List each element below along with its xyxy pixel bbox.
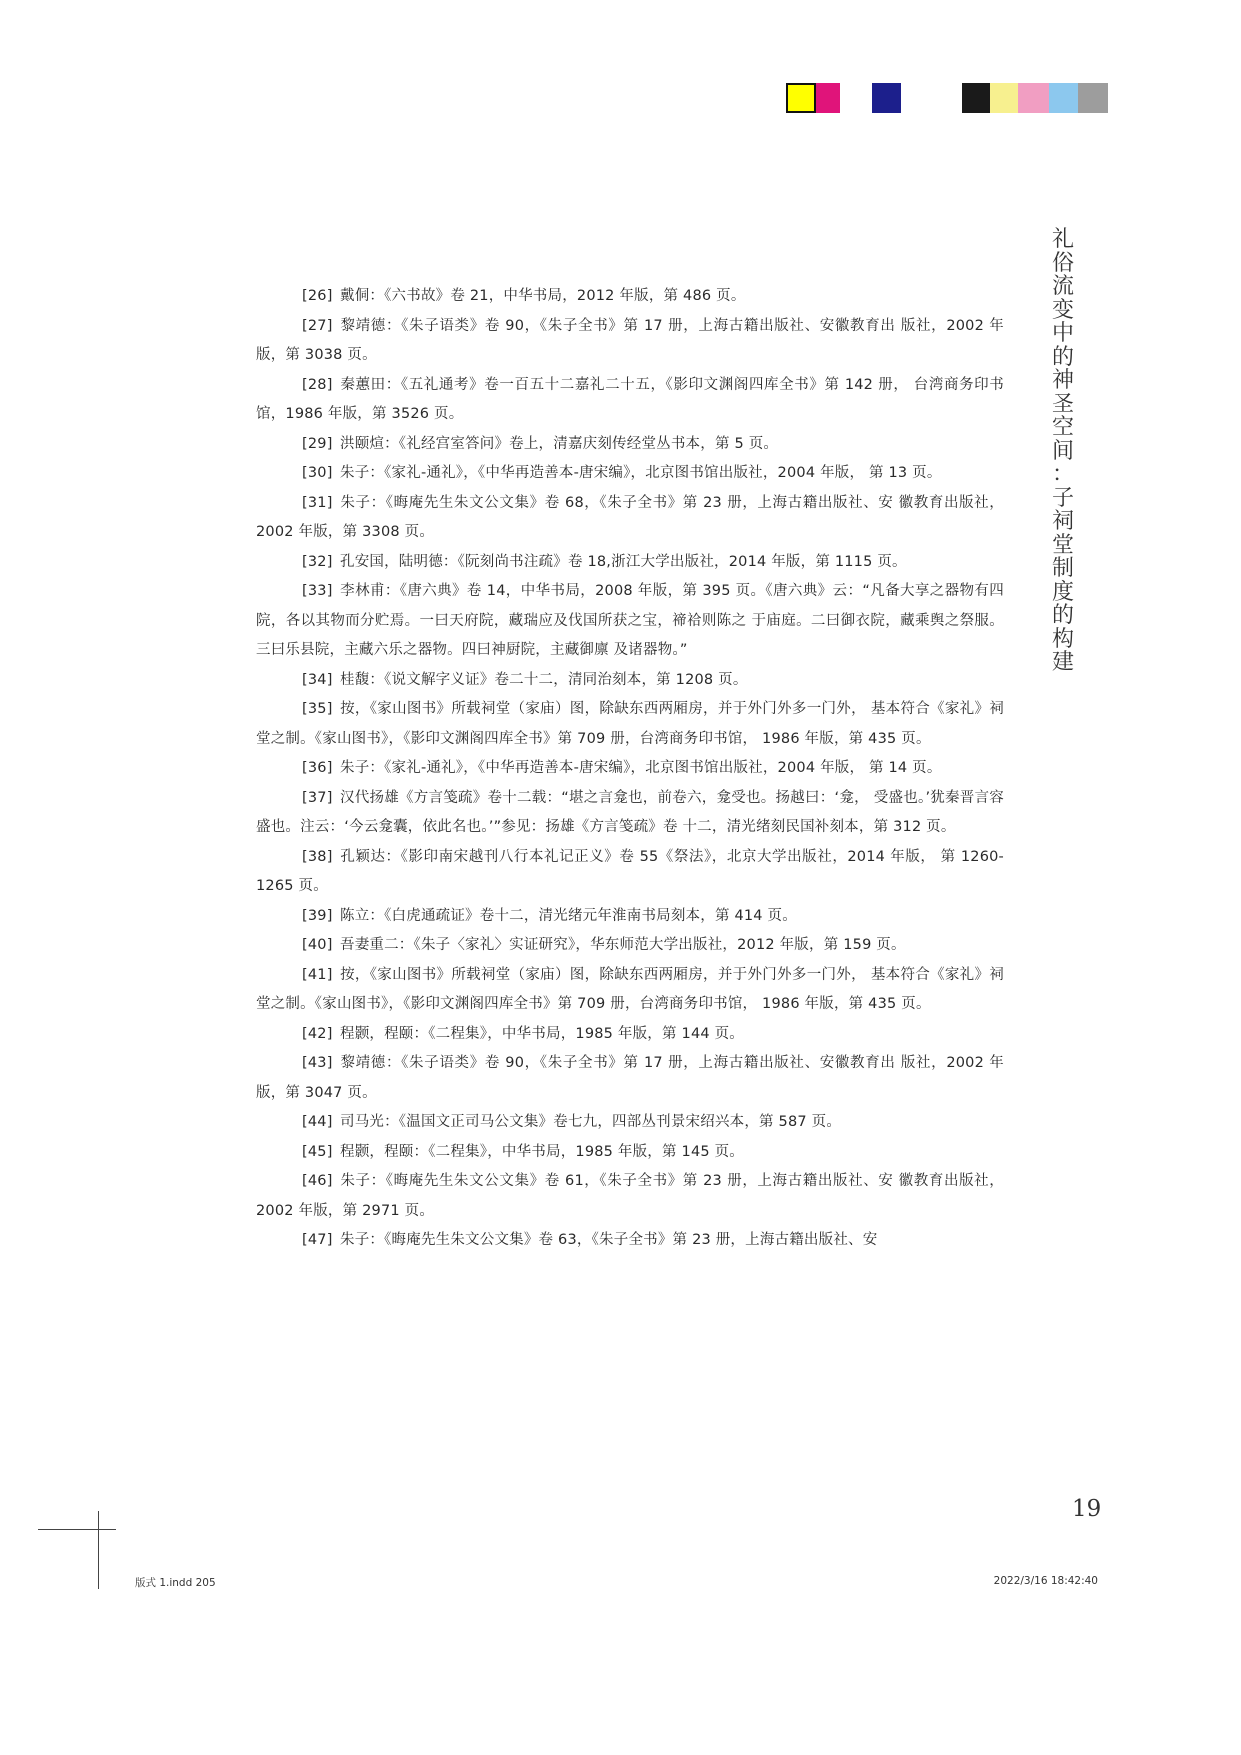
note-text: 朱子：《家礼-通礼》，《中华再造善本-唐宋编》，北京图书馆出版社，2004 年版， 第 14 页。 xyxy=(340,760,942,776)
note-number: [41] xyxy=(302,966,333,983)
notes-list xyxy=(256,282,1004,1256)
note-item xyxy=(256,784,1004,843)
running-title-char: 建 xyxy=(1051,650,1074,675)
note-item xyxy=(256,1020,1004,1050)
running-title-char: 圣 xyxy=(1051,391,1074,417)
note-text: 黎靖德：《朱子语类》卷 90，《朱子全书》第 17 册，上海古籍出版社、安徽教育出 版社，2002 年版，第 3047 页。 xyxy=(256,1055,1004,1101)
note-text: 汉代扬雄《方言笺疏》卷十二载：“堪之言龛也，前卷六，龛受也。扬越曰：‘龛， 受盛也。’犹秦晋言容盛也。注云：‘今云龛囊，依此名也。’”参见：扬雄《方言笺疏》卷 十二，清光绪刻民国补刻本，第 312 页。 xyxy=(256,789,1004,835)
note-text: 陈立：《白虎通疏证》卷十二，清光绪元年淮南书局刻本，第 414 页。 xyxy=(340,907,797,924)
note-text: 朱子：《家礼-通礼》，《中华再造善本-唐宋编》，北京图书馆出版社，2004 年版， 第 13 页。 xyxy=(340,465,942,481)
note-number: [44] xyxy=(302,1114,333,1130)
note-text: 朱子：《晦庵先生朱文公文集》卷 63，《朱子全书》第 23 册，上海古籍出版社、安 xyxy=(340,1232,878,1248)
note-number: [35] xyxy=(302,701,333,717)
running-title-char: 俗 xyxy=(1051,250,1074,276)
note-item xyxy=(256,666,1004,696)
running-title-char: 子 xyxy=(1051,485,1074,511)
swatch-pink xyxy=(1018,83,1049,113)
swatch-light-blue xyxy=(1049,83,1078,113)
note-number: [27] xyxy=(302,317,333,334)
note-number: [46] xyxy=(302,1173,333,1189)
running-title-char: ： xyxy=(1051,462,1074,487)
note-item xyxy=(256,489,1004,548)
note-item xyxy=(256,902,1004,932)
note-number: [30] xyxy=(302,465,333,481)
running-title-char: 堂 xyxy=(1051,532,1074,558)
note-number: [28] xyxy=(302,376,333,393)
note-text: 秦蕙田：《五礼通考》卷一百五十二嘉礼二十五，《影印文渊阁四库全书》第 142 册， 台湾商务印书馆，1986 年版，第 3526 页。 xyxy=(256,376,1004,422)
note-text: 程颢，程颐：《二程集》，中华书局，1985 年版，第 145 页。 xyxy=(340,1143,745,1160)
running-title xyxy=(1050,228,1076,675)
running-title-char: 变 xyxy=(1051,297,1074,323)
note-text: 孔安国，陆明德：《阮刻尚书注疏》卷 18,浙江大学出版社，2014 年版，第 1115 页。 xyxy=(340,553,907,570)
note-text: 黎靖德：《朱子语类》卷 90，《朱子全书》第 17 册，上海古籍出版社、安徽教育出 版社，2002 年版，第 3038 页。 xyxy=(256,317,1004,363)
note-text: 按，《家山图书》所载祠堂（家庙）图，除缺东西两厢房，并于外门外多一门外， 基本符合《家礼》祠堂之制。《家山图书》，《影印文渊阁四库全书》第 709 册，台湾商务印书馆， 1986 年版，第 435 页。 xyxy=(256,701,1004,747)
note-item xyxy=(256,695,1004,754)
running-title-char: 间 xyxy=(1051,438,1074,464)
running-title-char: 礼 xyxy=(1051,227,1074,252)
running-title-char: 空 xyxy=(1051,415,1074,440)
note-text: 朱子：《晦庵先生朱文公文集》卷 61，《朱子全书》第 23 册，上海古籍出版社、安 徽教育出版社，2002 年版，第 2971 页。 xyxy=(256,1173,1004,1219)
note-item xyxy=(256,371,1004,430)
running-title-char: 度 xyxy=(1051,579,1074,605)
note-number: [37] xyxy=(302,789,333,806)
running-title-char: 神 xyxy=(1051,368,1074,393)
note-number: [47] xyxy=(302,1232,333,1248)
running-title-char: 的 xyxy=(1051,603,1074,628)
note-number: [42] xyxy=(302,1025,333,1042)
note-item xyxy=(256,1138,1004,1168)
note-item xyxy=(256,548,1004,578)
note-text: 桂馥：《说文解字义证》卷二十二，清同治刻本，第 1208 页。 xyxy=(340,671,748,688)
note-text: 程颢，程颐：《二程集》，中华书局，1985 年版，第 144 页。 xyxy=(340,1025,745,1042)
note-number: [29] xyxy=(302,435,333,452)
note-number: [31] xyxy=(302,494,333,511)
note-text: 司马光：《温国文正司马公文集》卷七九，四部丛刊景宋绍兴本，第 587 页。 xyxy=(340,1114,842,1130)
note-number: [40] xyxy=(302,937,333,953)
note-text: 戴侗：《六书故》卷 21，中华书局，2012 年版，第 486 页。 xyxy=(340,288,746,304)
swatch-magenta xyxy=(816,83,840,113)
crop-mark-vertical xyxy=(98,1511,99,1589)
note-item xyxy=(256,312,1004,371)
swatch-black xyxy=(962,83,990,113)
note-number: [34] xyxy=(302,671,333,688)
note-number: [33] xyxy=(302,583,333,599)
note-number: [39] xyxy=(302,907,333,924)
note-number: [26] xyxy=(302,288,333,304)
note-item xyxy=(256,961,1004,1020)
running-title-char: 祠 xyxy=(1051,509,1074,534)
running-title-char: 的 xyxy=(1051,344,1074,370)
swatch-yellow xyxy=(786,83,816,113)
color-registration-bar xyxy=(0,83,1241,113)
note-item xyxy=(256,1108,1004,1138)
swatch-light-yellow xyxy=(990,83,1018,113)
note-text: 洪颐煊：《礼经宫室答问》卷上，清嘉庆刻传经堂丛书本，第 5 页。 xyxy=(340,435,779,452)
note-text: 李林甫：《唐六典》卷 14，中华书局，2008 年版，第 395 页。《唐六典》云：“凡备大享之器物有四院，各以其物而分贮焉。一曰天府院，藏瑞应及伐国所获之宝，禘祫则陈之 于庙庭。二曰御衣院，藏乘舆之祭服。三曰乐县院，主藏六乐之器物。四曰神厨院，主藏御廪 及诸器物。” xyxy=(256,583,1004,658)
note-number: [45] xyxy=(302,1143,333,1160)
swatch-gray xyxy=(1078,83,1108,113)
swatch-blue xyxy=(872,83,901,113)
slug-timestamp: 2022/3/16 18:42:40 xyxy=(993,1575,1098,1587)
note-text: 朱子：《晦庵先生朱文公文集》卷 68，《朱子全书》第 23 册，上海古籍出版社、安 徽教育出版社，2002 年版，第 3308 页。 xyxy=(256,494,1004,540)
crop-mark-horizontal xyxy=(38,1529,116,1530)
note-text: 孔颖达：《影印南宋越刊八行本礼记正义》卷 55《祭法》，北京大学出版社，2014 年版， 第 1260-1265 页。 xyxy=(256,848,1004,894)
note-number: [43] xyxy=(302,1055,333,1071)
running-title-char: 中 xyxy=(1051,321,1074,346)
note-number: [36] xyxy=(302,760,333,776)
note-item xyxy=(256,282,1004,312)
note-item xyxy=(256,577,1004,666)
slug-filename: 版式 1.indd 205 xyxy=(135,1577,216,1589)
note-text: 按，《家山图书》所载祠堂（家庙）图，除缺东西两厢房，并于外门外多一门外， 基本符合《家礼》祠堂之制。《家山图书》，《影印文渊阁四库全书》第 709 册，台湾商务印书馆， 1986 年版，第 435 页。 xyxy=(256,966,1004,1012)
note-item xyxy=(256,843,1004,902)
note-item xyxy=(256,459,1004,489)
note-number: [32] xyxy=(302,553,333,570)
running-title-char: 制 xyxy=(1051,556,1074,581)
page-number: 19 xyxy=(1072,1496,1102,1522)
running-title-char: 构 xyxy=(1051,626,1074,652)
note-item xyxy=(256,430,1004,460)
note-item xyxy=(256,1049,1004,1108)
note-item xyxy=(256,1167,1004,1226)
running-title-char: 流 xyxy=(1051,274,1074,299)
note-item xyxy=(256,754,1004,784)
note-item xyxy=(256,931,1004,961)
note-text: 吾妻重二：《朱子〈家礼〉实证研究》，华东师范大学出版社，2012 年版，第 159 页。 xyxy=(340,937,906,953)
note-number: [38] xyxy=(302,848,333,865)
note-item xyxy=(256,1226,1004,1256)
